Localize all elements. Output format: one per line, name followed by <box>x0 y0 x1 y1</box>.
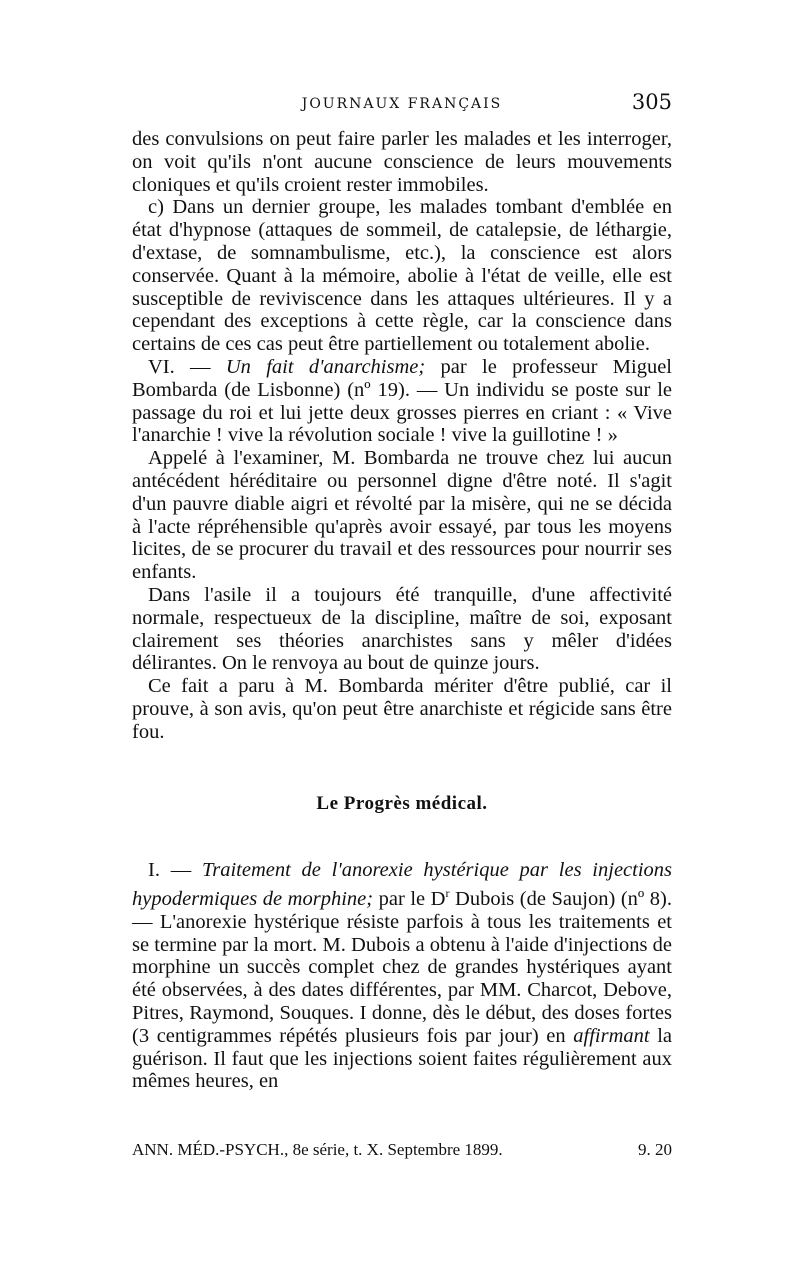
paragraph-1: des convulsions on peut faire parler les malades et les interroger, on voit qu'ils n'ont aucune conscience de leurs mouvements cloniques et qu'ils croient rester immobiles. <box>132 128 672 196</box>
page-header <box>132 90 672 120</box>
article-number: I. — <box>148 859 202 882</box>
article-text: Dubois (de Saujon) (nº 8). — L'anorexie hystérique résiste parfois à tous les traitements et se termine par la mort. M. Dubois a obtenu à l'aide d'injections de morphine un succès complet chez de grandes hystériques ayant été observées, à des dates différentes, par MM. Charcot, Debove, Pitres, Raymond, Souques. I donne, dès le début, des doses fortes (3 centigrammes répétés plusieurs fois par jour) en <box>132 887 673 1047</box>
article-text: la guérison. Il faut que les injections soient faites régulièrement aux mêmes heures, en <box>132 1024 672 1093</box>
superscript: r <box>445 886 450 901</box>
article-title: Un fait d'anarchisme; <box>225 355 426 378</box>
journal-signature: ANN. MÉD.-PSYCH., 8e série, t. X. Septembre 1899. <box>132 1140 503 1159</box>
paragraph-6: Ce fait a paru à M. Bombarda mériter d'être publié, car il prouve, à son avis, qu'on peut être anarchiste et régicide sans être fou. <box>132 675 672 743</box>
sheet-signature: 9. 20 <box>638 1140 672 1159</box>
emphasis: affirmant <box>573 1024 650 1047</box>
paragraph-4: Appelé à l'examiner, M. Bombarda ne trouve chez lui aucun antécédent héréditaire ou personnel digne d'être noté. Il s'agit d'un pauvre diable aigri et révolté par la misère, qui ne se décida à l'acte répréhensible qu'après avoir essayé, par tous les moyens licites, de se procurer du travail et des ressources pour nourrir ses enfants. <box>132 447 672 584</box>
paragraph-5: Dans l'asile il a toujours été tranquille, d'une affectivité normale, respectueux de la discipline, maître de soi, exposant clairement ses théories anarchistes sans y mêler d'idées délirantes. On le renvoya au bout de quinze jours. <box>132 583 672 675</box>
section-title: Le Progrès médical. <box>316 792 488 814</box>
paragraph-7 <box>132 859 672 1093</box>
article-text: par le D <box>373 887 446 910</box>
page-number: 305 <box>631 90 672 114</box>
article-number: VI. — <box>148 355 226 378</box>
paragraph-3 <box>132 356 672 447</box>
paragraph-2: c) Dans un dernier groupe, les malades tombant d'emblée en état d'hypnose (attaques de sommeil, de catalepsie, de léthargie, d'extase, de somnambulisme, etc.), la conscience est alors conservée. Quant à la mémoire, abolie à l'état de veille, elle est susceptible de reviviscence dans les attaques ultérieures. Il y a cependant des exceptions à cette règle, car la conscience dans certains de ces cas peut être partiellement ou totalement abolie. <box>132 196 672 356</box>
article-text: par le professeur Miguel Bombarda (de Lisbonne) (nº 19). — Un individu se poste sur le passage du roi et lui jette deux grosses pierres en criant : « Vive l'anarchie ! vive la révolution sociale ! vive la guillotine ! » <box>132 355 672 447</box>
page-body <box>132 128 672 1093</box>
article-title: Traitement de l'anorexie hystérique par les injections hypodermiques de morphine; <box>132 859 673 910</box>
running-head: JOURNAUX FRANÇAIS <box>301 96 503 112</box>
